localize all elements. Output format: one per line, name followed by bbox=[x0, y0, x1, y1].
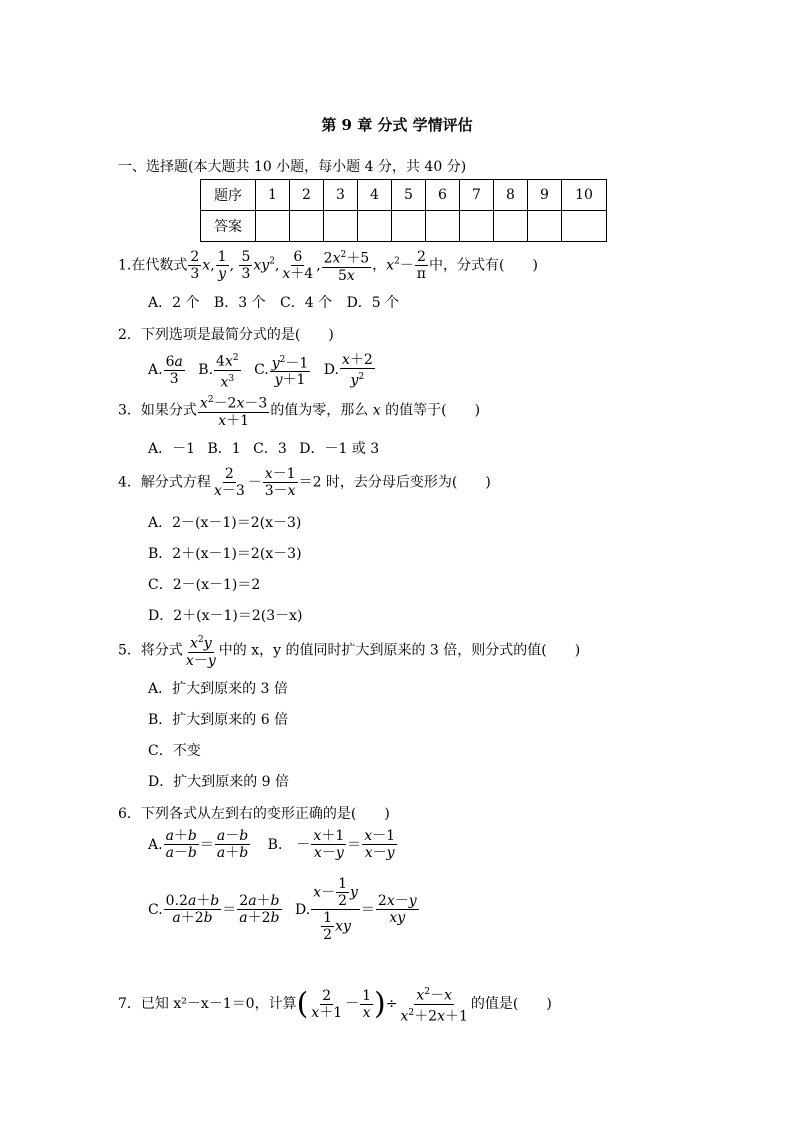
question-6-options-row2 bbox=[148, 876, 420, 943]
answer-cell[interactable] bbox=[256, 211, 290, 242]
option-d[interactable]: D．2＋(x－1)＝2(3－x) bbox=[148, 608, 303, 624]
option-c[interactable]: C．3 bbox=[253, 441, 287, 457]
option-c[interactable]: C．不变 bbox=[148, 743, 201, 759]
question-number: 4 bbox=[358, 180, 392, 211]
question-5-stem: 5．将分式 $\frac{x^2y}{x-y}$ 中的 x，y 的值同时扩大到原来的 3 倍，则分式的值( ) bbox=[118, 632, 580, 669]
answer-cell[interactable] bbox=[392, 211, 426, 242]
question-number: 1 bbox=[256, 180, 290, 211]
table-header-cell: 答案 bbox=[201, 211, 256, 242]
option-c[interactable]: C. $\frac{0.2a+b}{a+2b}$ ＝ $\frac{2a+b}{a+2b}$ bbox=[148, 893, 280, 926]
question-2-options bbox=[148, 350, 376, 390]
question-6-options-row1 bbox=[148, 828, 398, 861]
answer-cell[interactable] bbox=[562, 211, 607, 242]
question-4-stem: 4．解分式方程 $\frac{2}{x-3}$ － $\frac{x-1}{3-x}$ ＝2 时，去分母后变形为( ) bbox=[118, 466, 491, 499]
answer-cell[interactable] bbox=[358, 211, 392, 242]
answer-cell[interactable] bbox=[460, 211, 494, 242]
table-header-cell: 题序 bbox=[201, 180, 256, 211]
question-7-stem: 7．已知 x²－x－1＝0，计算( $\frac{2}{x+1}$ － $\frac{1}{x}$ )÷ $\frac{x^2-x}{x^2+2x+1}$ 的值是( ) bbox=[118, 984, 552, 1024]
option-a[interactable]: A．－1 bbox=[148, 441, 196, 457]
question-1-stem: 1.在代数式 $\frac{2}{3}$ x, $\frac{1}{y}$ , $\frac{5}{3}$ $xy^2$, $\frac{6}{x+4}$ , $\frac{2x^2+5}{5x}$ ，$x^2-$ $\frac{2}{\pi}$ 中，分式有( ) bbox=[118, 248, 538, 284]
option-a[interactable]: A．扩大到原来的 3 倍 bbox=[148, 681, 288, 697]
option-b[interactable]: B．3 个 bbox=[213, 295, 266, 311]
question-2-stem: 2．下列选项是最简分式的是( ) bbox=[118, 327, 334, 343]
answer-cell[interactable] bbox=[290, 211, 324, 242]
question-text: 1.在代数式 bbox=[118, 257, 188, 274]
answer-cell[interactable] bbox=[528, 211, 562, 242]
question-number: 5 bbox=[392, 180, 426, 211]
question-3-options bbox=[148, 438, 379, 458]
answer-table bbox=[200, 179, 607, 242]
question-number: 8 bbox=[494, 180, 528, 211]
section-heading: 一、选择题(本大题共 10 小题，每小题 4 分，共 40 分) bbox=[118, 159, 467, 175]
option-a[interactable]: A. $\frac{a+b}{a-b}$ ＝ $\frac{a-b}{a+b}$ bbox=[148, 828, 249, 861]
question-text: 中，分式有( ) bbox=[429, 257, 538, 274]
option-c[interactable]: C．2－(x－1)＝2 bbox=[148, 577, 261, 593]
question-number: 3 bbox=[324, 180, 358, 211]
table-row bbox=[201, 211, 607, 242]
option-a[interactable]: A. $\frac{6a}{3}$ bbox=[148, 353, 183, 387]
page-title: 第 9 章 分式 学情评估 bbox=[321, 116, 473, 134]
question-3-stem: 3．如果分式 $\frac{x^2-2x-3}{x+1}$ 的值为零，那么 x 的值等于( ) bbox=[118, 392, 480, 429]
option-d[interactable]: D．5 个 bbox=[346, 295, 400, 311]
question-number: 7 bbox=[460, 180, 494, 211]
answer-cell[interactable] bbox=[324, 211, 358, 242]
option-d[interactable]: D．扩大到原来的 9 倍 bbox=[148, 774, 290, 790]
option-c[interactable]: C．4 个 bbox=[280, 295, 333, 311]
answer-cell[interactable] bbox=[494, 211, 528, 242]
option-b[interactable]: B． － $\frac{x+1}{x-y}$ ＝ $\frac{x-1}{x-y}$ bbox=[267, 828, 396, 861]
question-number: 6 bbox=[426, 180, 460, 211]
option-b[interactable]: B．扩大到原来的 6 倍 bbox=[148, 712, 289, 728]
option-d[interactable]: D. $\frac{x+2}{y^2}$ bbox=[323, 351, 373, 389]
question-1-options bbox=[148, 292, 399, 312]
option-b[interactable]: B．2＋(x－1)＝2(x－3) bbox=[148, 546, 302, 562]
option-b[interactable]: B．1 bbox=[207, 441, 241, 457]
option-d[interactable]: D．－1 或 3 bbox=[299, 441, 380, 457]
option-c[interactable]: C. $\frac{y^2-1}{y+1}$ bbox=[254, 362, 311, 378]
question-6-stem: 6．下列各式从左到右的变形正确的是( ) bbox=[118, 806, 390, 822]
option-d[interactable]: D. x－ $\frac{1}{2}$ y $\frac{1}{2}$ xy ＝ $\frac{2x-y}{xy}$ bbox=[294, 876, 417, 943]
option-a[interactable]: A．2 个 bbox=[148, 295, 200, 311]
option-b[interactable]: B. $\frac{4x^2}{x^3}$ bbox=[198, 362, 241, 378]
option-a[interactable]: A．2－(x－1)＝2(x－3) bbox=[148, 515, 302, 531]
question-number: 2 bbox=[290, 180, 324, 211]
question-number: 9 bbox=[528, 180, 562, 211]
question-number: 10 bbox=[562, 180, 607, 211]
answer-cell[interactable] bbox=[426, 211, 460, 242]
table-row bbox=[201, 180, 607, 211]
